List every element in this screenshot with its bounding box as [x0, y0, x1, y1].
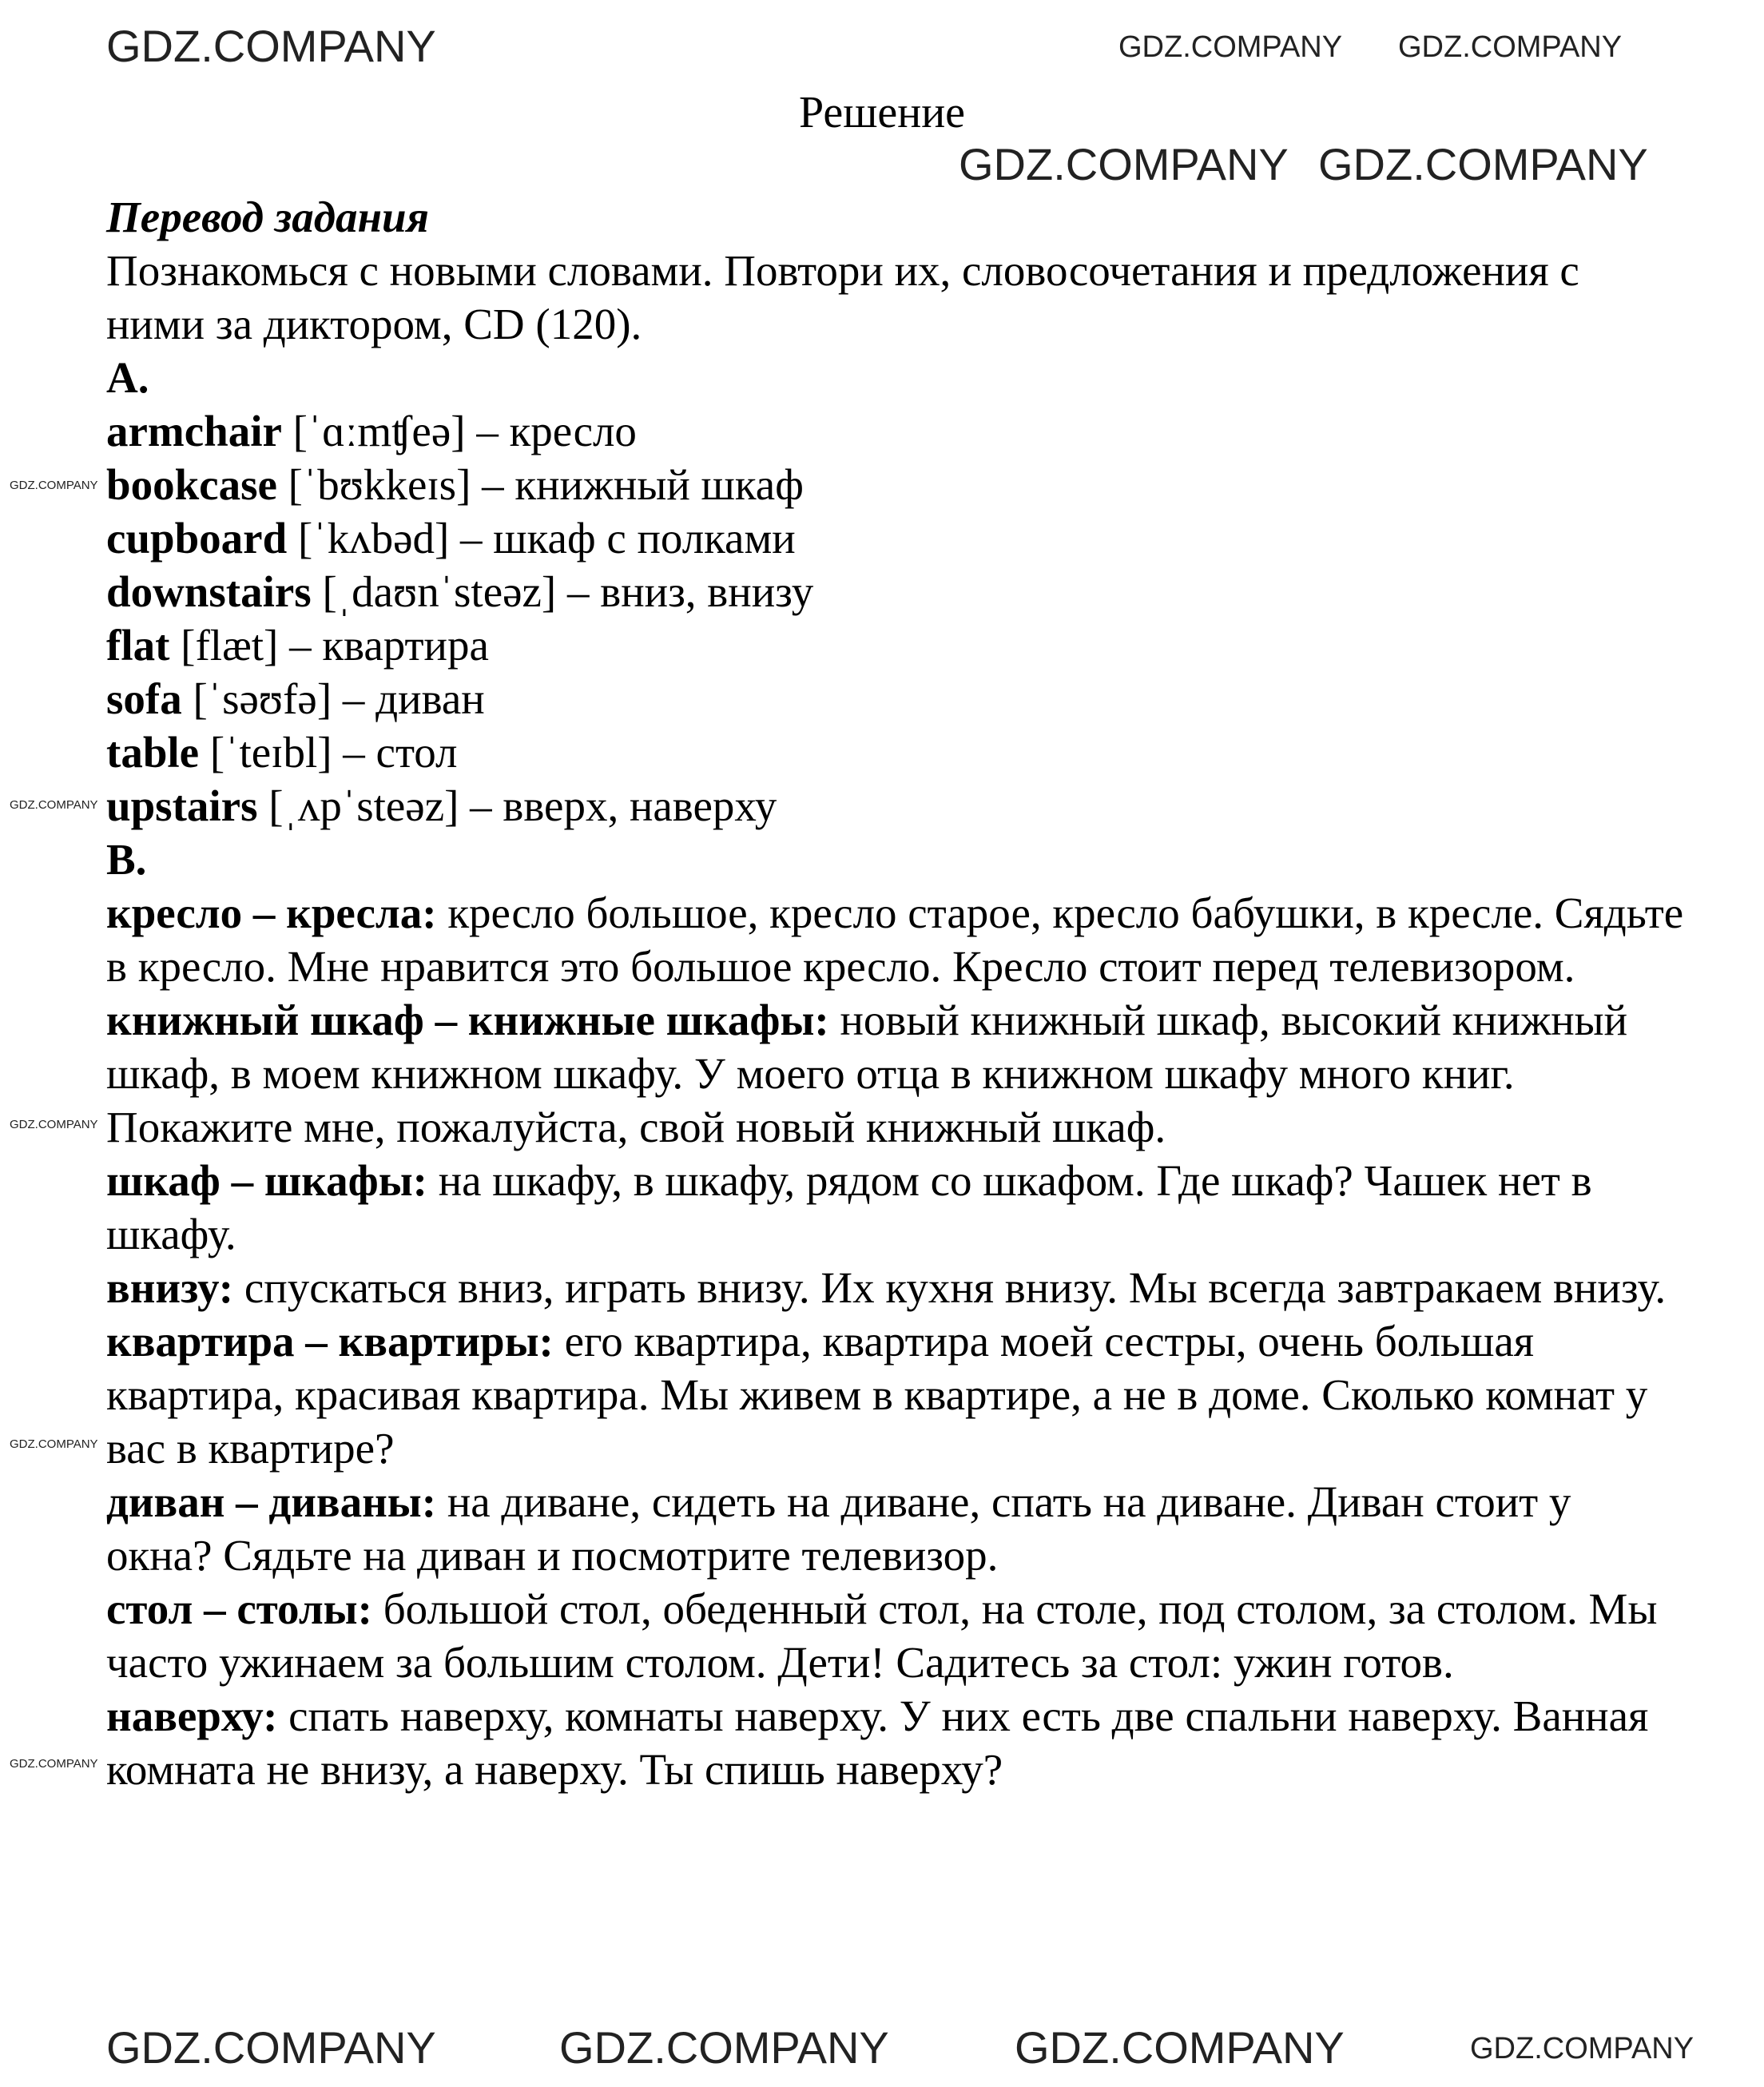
phrase-term: шкаф – шкафы: [106, 1156, 427, 1205]
watermark-text: GDZ.COMPANY [10, 1437, 98, 1451]
vocabulary-word: cupboard [106, 514, 288, 562]
vocabulary-transcription-translation: [ˈbʊkkeɪs] – книжный шкаф [276, 460, 804, 509]
watermark-text: GDZ.COMPANY [1318, 139, 1648, 189]
vocabulary-entry [106, 565, 1684, 618]
vocabulary-transcription-translation: [ˈsəʊfə] – диван [181, 674, 485, 723]
phrase-examples: на диване, сидеть на диване, спать на диване. Диван стоит у окна? Сядьте на диван и посмотрите телевизор. [106, 1477, 1571, 1580]
vocabulary-entry [106, 458, 1684, 511]
watermark-text: GDZ.COMPANY [1470, 2032, 1694, 2065]
watermark-text: GDZ.COMPANY [1398, 30, 1623, 64]
vocabulary-word: flat [106, 621, 170, 670]
phrase-entry [106, 1475, 1684, 1582]
vocabulary-entry [106, 672, 1684, 725]
phrase-term: внизу: [106, 1263, 234, 1312]
vocabulary-word: armchair [106, 407, 282, 455]
phrase-entry [106, 1582, 1684, 1689]
vocabulary-word: bookcase [106, 460, 277, 509]
watermark-text: GDZ.COMPANY [559, 2022, 889, 2073]
vocabulary-entry [106, 618, 1684, 672]
phrase-entry [106, 993, 1684, 1154]
watermark-text: GDZ.COMPANY [10, 1757, 98, 1771]
phrases-list [106, 886, 1684, 1796]
phrase-entry [106, 886, 1684, 993]
watermark-text: GDZ.COMPANY [106, 2022, 436, 2073]
vocabulary-entry [106, 404, 1684, 458]
watermark-text: GDZ.COMPANY [1118, 30, 1343, 64]
phrase-examples: кресло большое, кресло старое, кресло бабушки, в кресле. Сядьте в кресло. Мне нравится это большое кресло. Кресло стоит перед телевизором. [106, 888, 1684, 991]
phrase-examples: спускаться вниз, играть внизу. Их кухня внизу. Мы всегда завтракаем внизу. [233, 1263, 1667, 1312]
section-b-label: B. [106, 835, 147, 884]
phrase-examples: новый книжный шкаф, высокий книжный шкаф, в моем книжном шкафу. У моего отца в книжном шкафу много книг. Покажите мне, пожалуйста, свой новый книжный шкаф. [106, 996, 1628, 1151]
section-a-label: A. [106, 353, 149, 402]
vocabulary-list [106, 404, 1684, 833]
phrase-examples: спать наверху, комнаты наверху. У них есть две спальни наверху. Ванная комната не внизу, а наверху. Ты спишь наверху? [106, 1691, 1649, 1794]
phrase-term: квартира – квартиры: [106, 1317, 554, 1365]
phrase-term: диван – диваны: [106, 1477, 437, 1526]
vocabulary-entry [106, 779, 1684, 833]
vocabulary-transcription-translation: [flæt] – квартира [169, 621, 489, 670]
intro-text: Познакомься с новыми словами. Повтори их, словосочетания и предложения с ними за диктором, CD (120). [106, 246, 1579, 348]
phrase-term: стол – столы: [106, 1584, 372, 1633]
phrase-examples: его квартира, квартира моей сестры, очень большая квартира, красивая квартира. Мы живем в квартире, а не в доме. Сколько комнат у вас в квартире? [106, 1317, 1648, 1473]
phrase-entry [106, 1154, 1684, 1261]
watermark-text: GDZ.COMPANY [10, 479, 98, 492]
vocabulary-transcription-translation: [ˈteɪbl] – стол [199, 728, 458, 777]
vocabulary-transcription-translation: [ˌdaʊnˈsteəz] – вниз, внизу [311, 567, 814, 616]
vocabulary-entry [106, 511, 1684, 565]
phrase-entry [106, 1314, 1684, 1475]
document-body [106, 190, 1684, 1796]
watermark-text: GDZ.COMPANY [106, 21, 436, 71]
watermark-text: GDZ.COMPANY [10, 1118, 98, 1131]
vocabulary-transcription-translation: [ˈkʌbəd] – шкаф с полками [287, 514, 796, 562]
watermark-text: GDZ.COMPANY [959, 139, 1289, 189]
vocabulary-transcription-translation: [ˈɑːmʧeə] – кресло [281, 407, 637, 455]
phrase-term: книжный шкаф – книжные шкафы: [106, 996, 829, 1044]
watermark-text: GDZ.COMPANY [1015, 2022, 1345, 2073]
phrase-examples: на шкафу, в шкафу, рядом со шкафом. Где шкаф? Чашек нет в шкафу. [106, 1156, 1592, 1258]
phrase-examples: большой стол, обеденный стол, на столе, под столом, за столом. Мы часто ужинаем за большим столом. Дети! Садитесь за стол: ужин готов. [106, 1584, 1658, 1687]
vocabulary-word: sofa [106, 674, 182, 723]
phrase-entry [106, 1261, 1684, 1314]
phrase-entry [106, 1689, 1684, 1796]
vocabulary-word: downstairs [106, 567, 312, 616]
phrase-term: кресло – кресла: [106, 888, 437, 937]
vocabulary-word: table [106, 728, 200, 777]
section-heading: Перевод задания [106, 193, 429, 241]
watermark-text: GDZ.COMPANY [10, 798, 98, 812]
vocabulary-entry [106, 725, 1684, 779]
phrase-term: наверху: [106, 1691, 278, 1740]
page-title: Решение [799, 88, 966, 137]
vocabulary-word: upstairs [106, 781, 258, 830]
vocabulary-transcription-translation: [ˌʌpˈsteəz] – вверх, наверху [257, 781, 777, 830]
